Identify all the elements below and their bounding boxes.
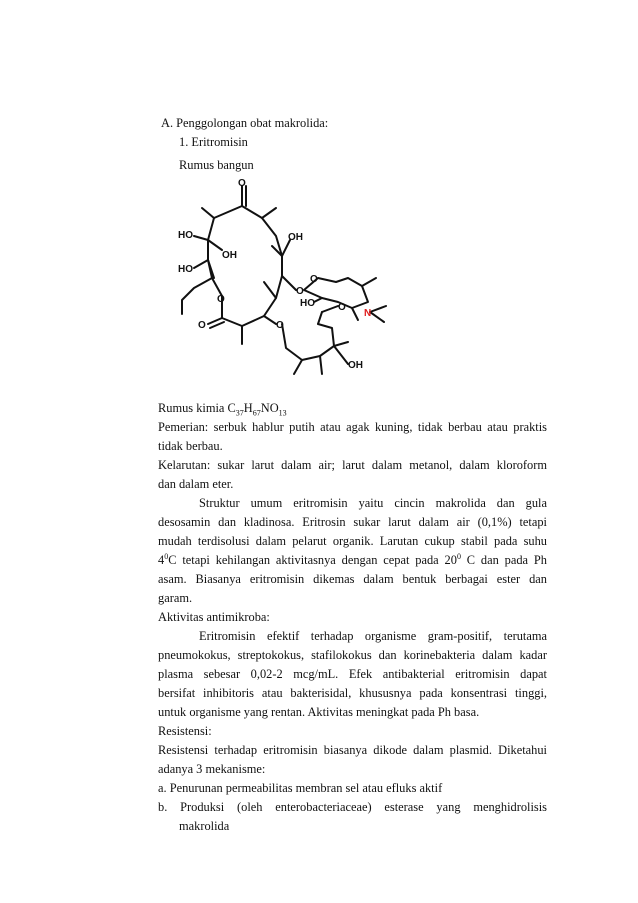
- label-ho-top: HO: [178, 230, 193, 241]
- rumus-kimia: Rumus kimia $C_{37}H_{67}NO_{13}$: [158, 401, 287, 418]
- list-item-eritromisin: 1. Eritromisin: [179, 135, 248, 149]
- struktur-line-5: asam. Biasanya eritromisin dikemas dalam bentuk berbagai ester dan: [158, 572, 547, 586]
- rumus-bangun-label: Rumus bangun: [179, 158, 254, 172]
- resistensi-item-b-line-2: makrolida: [179, 819, 230, 833]
- aktivitas-heading: Aktivitas antimikroba:: [158, 610, 270, 624]
- pemerian-line-1: Pemerian: serbuk hablur putih atau agak kuning, tidak berbau atau praktis: [158, 420, 547, 434]
- label-nitrogen: N: [364, 308, 372, 319]
- kelarutan-line-2: dan dalam eter.: [158, 477, 234, 491]
- resistensi-heading: Resistensi:: [158, 724, 212, 738]
- resistensi-item-a: a. Penurunan permeabilitas membran sel atau efluks aktif: [158, 781, 443, 795]
- struktur-paragraph: [158, 494, 547, 608]
- struktur-line-2: desosamin dan kladinosa. Eritrosin sukar larut dalam air (0,1%) tetapi: [158, 515, 547, 529]
- aktivitas-line-4: bersifat inhibitoris atau bakterisidal, khususnya pada konsentrasi tinggi,: [158, 686, 547, 700]
- label-o-glycoside-1: O: [296, 286, 304, 297]
- label-ho-second: HO: [178, 264, 193, 275]
- aktivitas-line-2: pneumokokus, streptokokus, stafilokokus dan korinebakteria dalam kadar: [158, 648, 547, 662]
- label-o-methoxy: O: [338, 302, 346, 313]
- aktivitas-line-1: Eritromisin efektif terhadap organisme gram-positif, terutama: [199, 629, 547, 643]
- label-o-sugar-1: O: [310, 274, 318, 285]
- struktur-line-6: garam.: [158, 591, 193, 605]
- label-oh-mid: OH: [222, 250, 237, 261]
- resistensi-line-2: adanya 3 mekanisme:: [158, 762, 266, 776]
- label-oh-bottom: OH: [348, 360, 363, 371]
- label-ho-sugar: HO: [300, 298, 315, 309]
- kelarutan-paragraph: [158, 456, 547, 494]
- pemerian-paragraph: [158, 418, 547, 456]
- struktur-line-1: Struktur umum eritromisin yaitu cincin makrolida dan gula: [199, 496, 547, 510]
- aktivitas-paragraph: [158, 627, 547, 722]
- resistensi-paragraph: [158, 741, 547, 779]
- label-o-glycoside-2: O: [276, 320, 284, 331]
- erythromycin-structure: [172, 178, 392, 388]
- struktur-line-4: $4^0C$ tetapi kehilangan aktivitasnya dengan cepat pada $20^0$ C dan pada Ph: [158, 551, 547, 567]
- label-o-ketone: O: [238, 178, 246, 189]
- aktivitas-line-5: untuk organisme yang rentan. Aktivitas meningkat pada Ph basa.: [158, 705, 480, 719]
- aktivitas-line-3: plasma sebesar 0,02-2 mcg/mL. Efek antibakterial eritromisin dapat: [158, 667, 547, 681]
- kelarutan-line-1: Kelarutan: sukar larut dalam air; larut dalam metanol, dalam kloroform: [158, 458, 547, 472]
- resistensi-item-b: [158, 798, 547, 817]
- label-oh-right: OH: [288, 232, 303, 243]
- resistensi-item-b-line-1: b. Produksi (oleh enterobacteriaceae) esterase yang menghidrolisis: [158, 800, 547, 814]
- label-o-carbonyl: O: [198, 320, 206, 331]
- struktur-line-3: mudah terdisolusi dalam pelarut organik. Larutan cukup stabil pada suhu: [158, 534, 547, 548]
- label-o-lactone: O: [217, 294, 225, 305]
- section-heading: A. Penggolongan obat makrolida:: [161, 116, 329, 130]
- pemerian-line-2: tidak berbau.: [158, 439, 223, 453]
- resistensi-line-1: Resistensi terhadap eritromisin biasanya dikode dalam plasmid. Diketahui: [158, 743, 547, 757]
